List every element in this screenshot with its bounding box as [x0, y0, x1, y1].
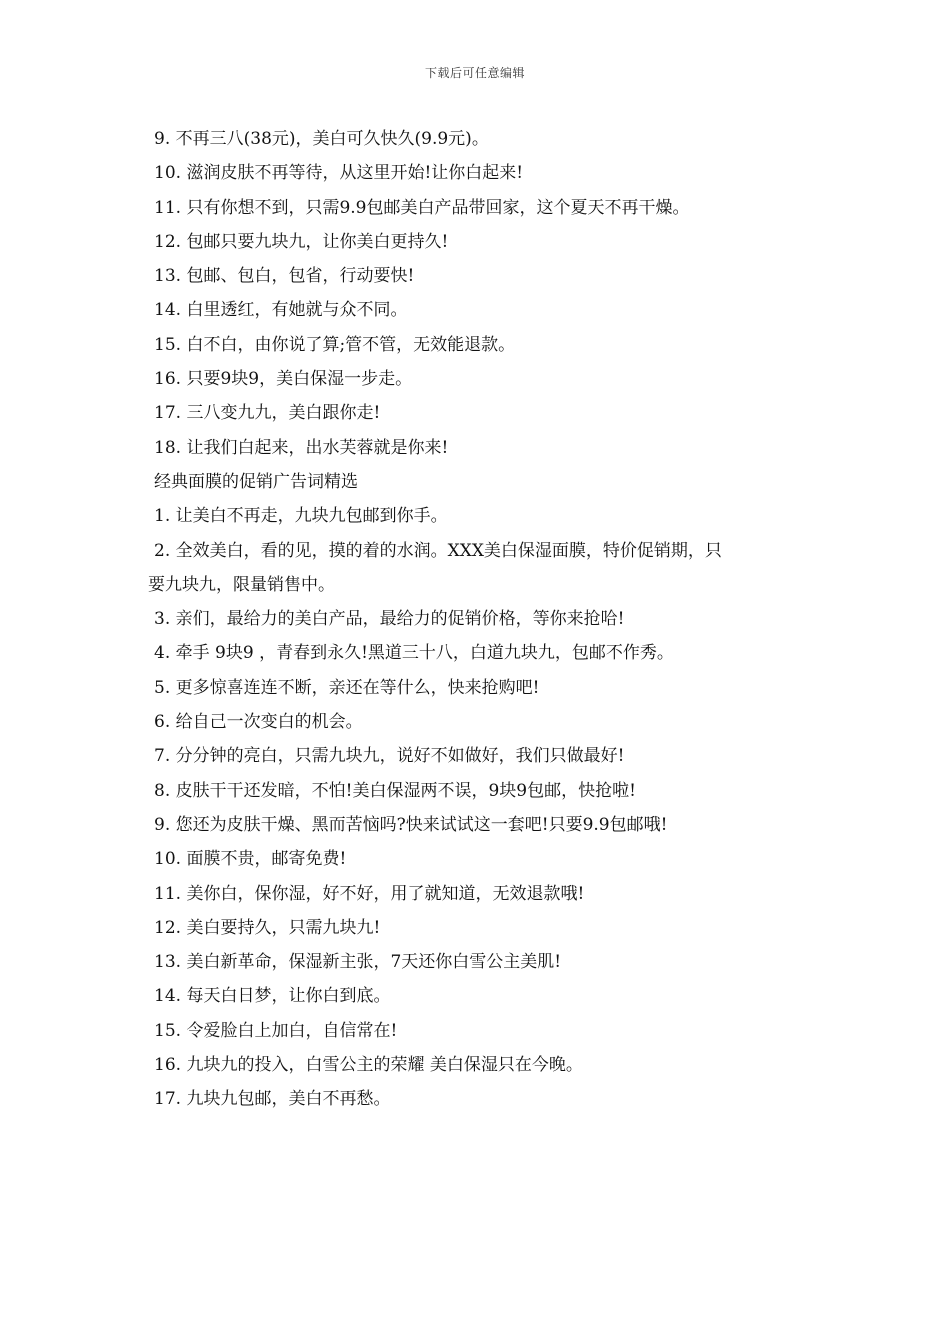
list-item: 5. 更多惊喜连连不断，亲还在等什么，快来抢购吧!: [154, 677, 540, 698]
list-item: 18. 让我们白起来，出水芙蓉就是你来!: [154, 437, 449, 458]
list-item: 12. 美白要持久，只需九块九!: [154, 917, 381, 938]
list-item: 8. 皮肤干干还发暗，不怕!美白保湿两不误，9块9包邮，快抢啦!: [154, 780, 636, 801]
list-item: 9. 您还为皮肤干燥、黑而苦恼吗?快来试试这一套吧!只要9.9包邮哦!: [154, 814, 668, 835]
list-item: 13. 包邮、包白，包省，行动要快!: [154, 266, 415, 287]
list-item-continuation: 要九块九，限量销售中。: [148, 574, 335, 595]
list-item: 10. 滋润皮肤不再等待，从这里开始!让你白起来!: [154, 163, 524, 184]
list-item: 15. 令爱脸白上加白，自信常在!: [154, 1020, 398, 1041]
list-item: 15. 白不白，由你说了算;管不管，无效能退款。: [154, 334, 516, 355]
list-item: 11. 美你白，保你湿，好不好，用了就知道，无效退款哦!: [154, 883, 585, 904]
list-item: 11. 只有你想不到，只需9.9包邮美白产品带回家，这个夏天不再干燥。: [154, 197, 690, 218]
list-item: 2. 全效美白，看的见，摸的着的水润。XXX美白保湿面膜，特价促销期，只: [154, 540, 722, 561]
list-item: 16. 只要9块9，美白保湿一步走。: [154, 369, 413, 390]
list-item: 16. 九块九的投入，白雪公主的荣耀 美白保湿只在今晚。: [154, 1055, 583, 1076]
section-title: 经典面膜的促销广告词精选: [154, 471, 358, 492]
list-item: 14. 白里透红，有她就与众不同。: [154, 300, 408, 321]
list-item: 13. 美白新革命，保湿新主张，7天还你白雪公主美肌!: [154, 952, 562, 973]
list-item: 4. 牵手 9块9 ，青春到永久!黑道三十八，白道九块九，包邮不作秀。: [154, 643, 674, 664]
list-item: 14. 每天白日梦，让你白到底。: [154, 986, 391, 1007]
list-item: 7. 分分钟的亮白，只需九块九，说好不如做好，我们只做最好!: [154, 746, 625, 767]
list-item: 17. 三八变九九，美白跟你走!: [154, 403, 381, 424]
page-header: 下载后可任意编辑: [424, 66, 525, 80]
list-item: 3. 亲们，最给力的美白产品，最给力的促销价格，等你来抢哈!: [154, 609, 625, 630]
list-item: 9. 不再三八(38元)，美白可久快久(9.9元)。: [154, 129, 489, 149]
list-item: 1. 让美白不再走，九块九包邮到你手。: [154, 506, 448, 527]
list-item: 17. 九块九包邮，美白不再愁。: [154, 1089, 391, 1110]
list-item: 10. 面膜不贵，邮寄免费!: [154, 849, 347, 870]
document-body: [148, 122, 820, 1117]
list-item: 6. 给自己一次变白的机会。: [154, 712, 363, 733]
list-item: 12. 包邮只要九块九，让你美白更持久!: [154, 231, 449, 252]
